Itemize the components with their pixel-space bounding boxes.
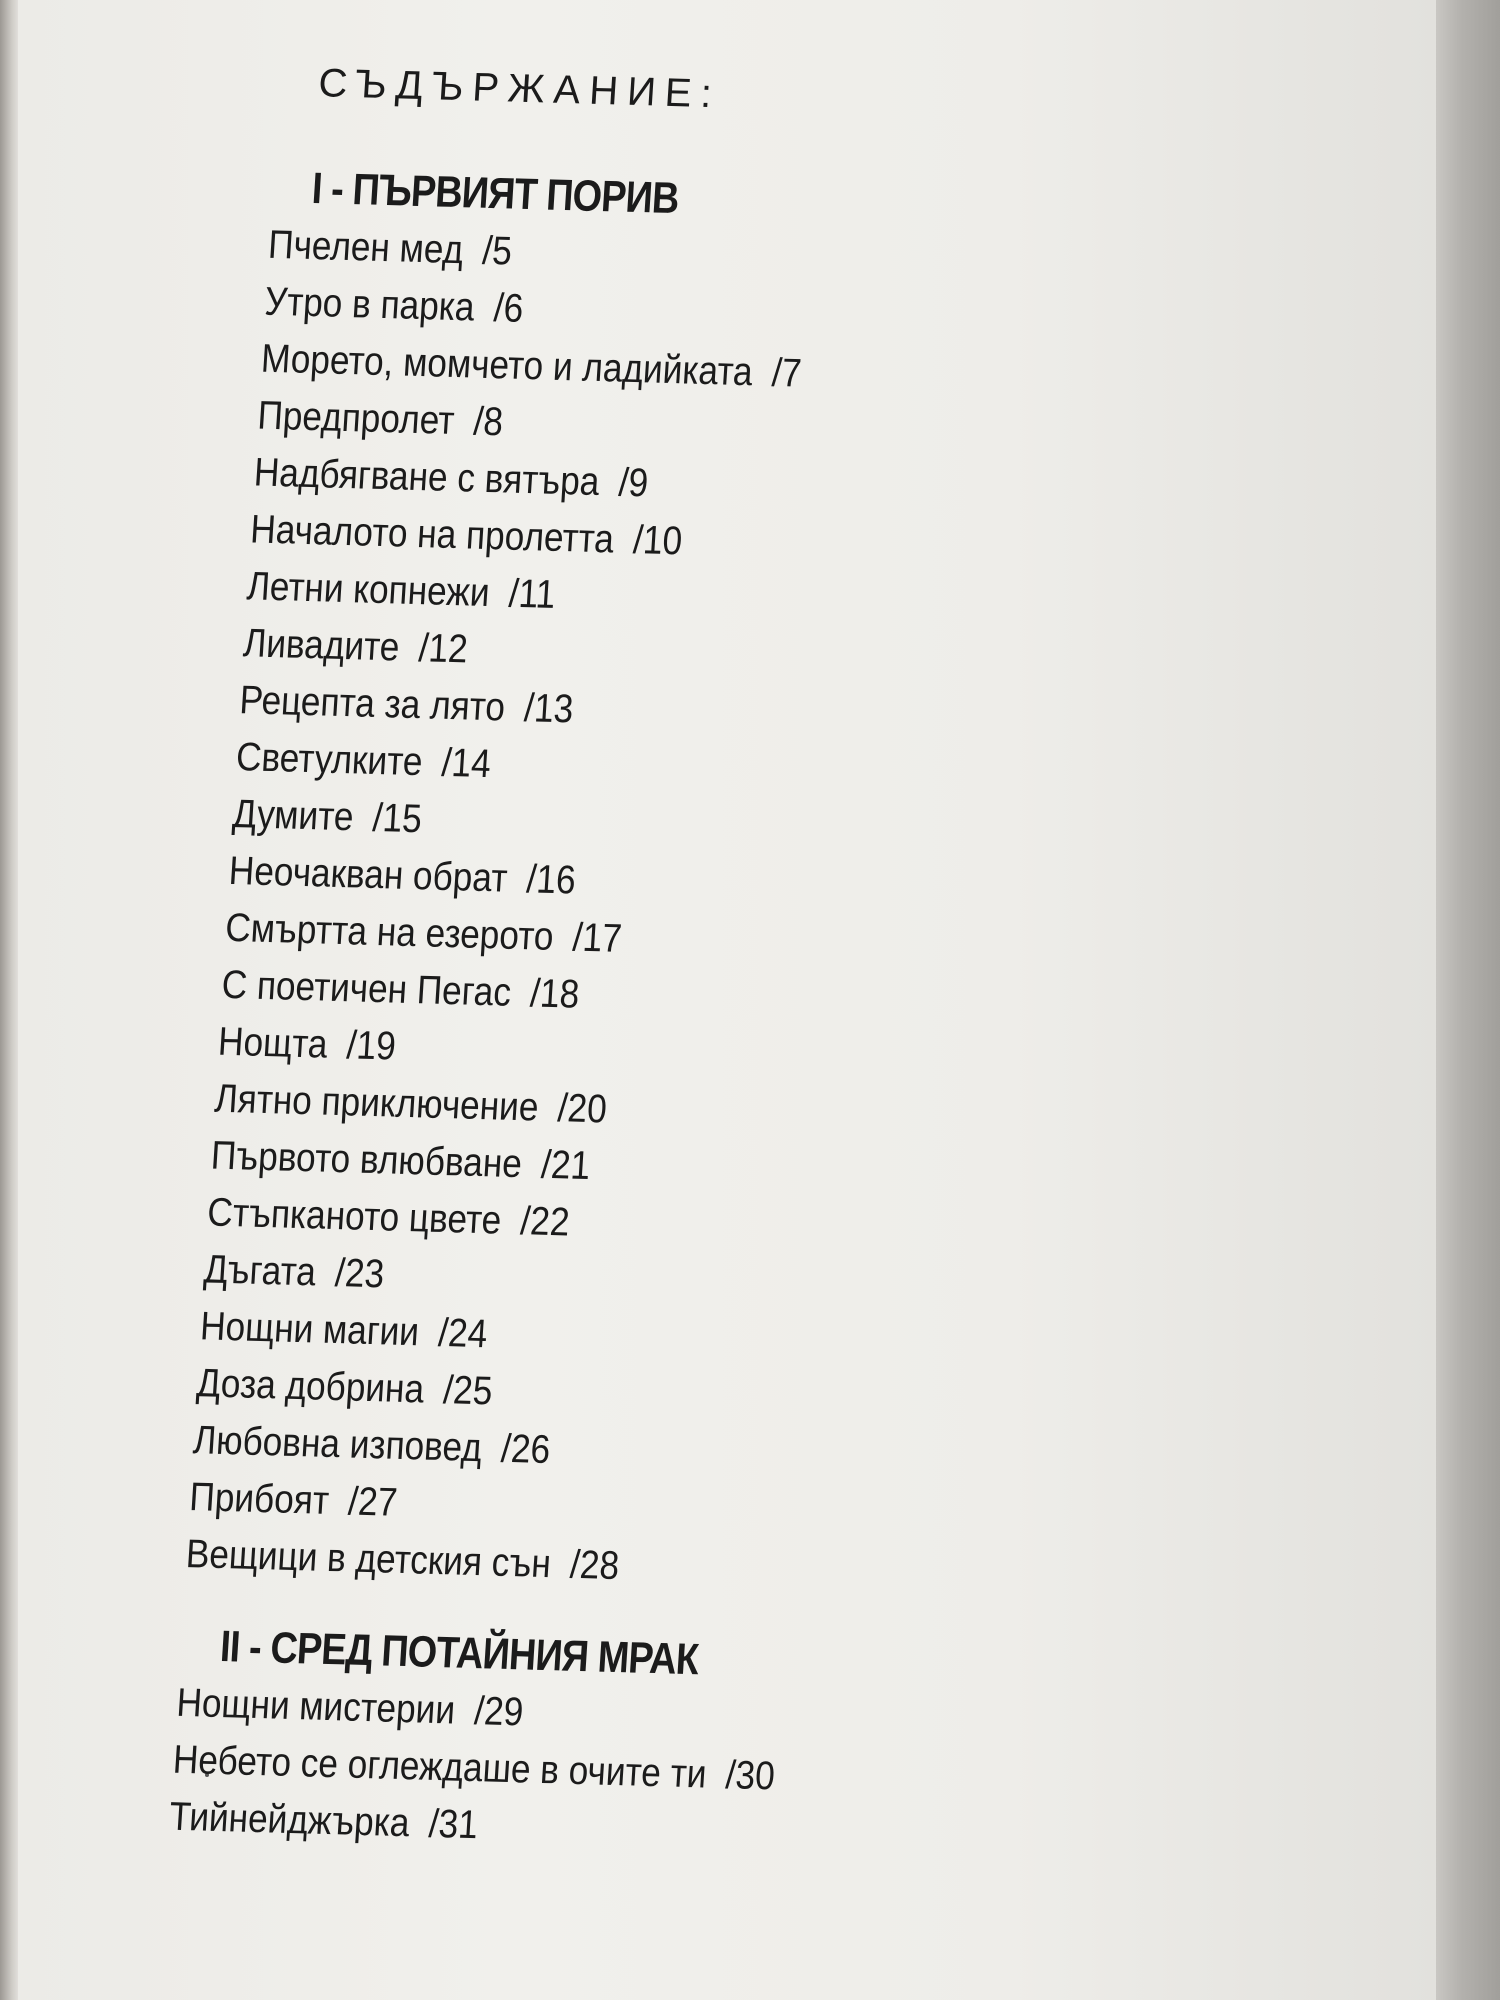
entry-page: /13 — [522, 686, 575, 732]
entry-page: /11 — [507, 571, 557, 617]
entry-page: /9 — [617, 460, 650, 506]
entry-title: Предпролет — [256, 393, 456, 443]
entry-page: /26 — [499, 1426, 552, 1473]
entry-page: /15 — [371, 795, 424, 842]
entry-page: /22 — [519, 1199, 571, 1245]
section-entries — [184, 217, 1270, 1611]
entry-title: Дъгата — [202, 1247, 318, 1295]
entry-title: Рецепта за лято — [238, 678, 507, 730]
entry-page: /12 — [417, 626, 470, 672]
entry-title: Началото на пролетта — [249, 507, 616, 562]
entry-title: Прибоят — [188, 1475, 331, 1523]
section-2 — [168, 1621, 1182, 1874]
entry-title: Неочакван обрат — [227, 848, 509, 901]
entry-title: Надбягване с вятъра — [252, 450, 601, 505]
entry-page: /17 — [571, 915, 624, 961]
entry-page: /10 — [631, 518, 684, 564]
entry-page: /25 — [442, 1368, 494, 1414]
entry-page: /18 — [528, 971, 581, 1017]
entry-title: Лятно приключение — [213, 1076, 540, 1130]
entry-page: /19 — [345, 1023, 398, 1069]
toc-title: СЪДЪРЖАНИЕ: — [317, 61, 723, 117]
entry-title: Смъртта на езерото — [224, 905, 555, 959]
entry-title: Доза добрина — [195, 1361, 426, 1412]
entry-page: /30 — [724, 1753, 777, 1799]
entry-page: /24 — [437, 1310, 489, 1357]
entry-title: Небето се оглеждаше в очите ти — [171, 1737, 708, 1797]
entry-title: Морето, момчето и ладийката — [259, 336, 755, 395]
table-of-contents — [168, 60, 1280, 1873]
entry-title: Летни копнежи — [245, 564, 491, 616]
book-gutter-shadow — [0, 0, 20, 2000]
entry-title: Ливадите — [241, 621, 401, 670]
entry-page: /28 — [568, 1542, 621, 1589]
entry-title: Нощта — [216, 1019, 329, 1067]
entry-title: Нощни магии — [198, 1304, 421, 1355]
entry-page: /8 — [472, 399, 505, 445]
entry-title: Любовна изповед — [191, 1418, 484, 1471]
section-entries — [168, 1675, 1178, 1874]
entry-page: /23 — [333, 1251, 386, 1297]
entry-page: /20 — [556, 1086, 609, 1132]
section-heading: II - СРЕД ПОТАЙНИЯ МРАК — [218, 1621, 700, 1685]
entry-title: Нощни мистерии — [175, 1680, 457, 1733]
entry-page: /21 — [539, 1142, 592, 1189]
entry-title: Стъпканото цвете — [206, 1190, 503, 1243]
section-1 — [184, 163, 1273, 1611]
entry-page: /6 — [492, 286, 525, 331]
entry-page: /14 — [440, 740, 493, 787]
entry-page: /16 — [525, 857, 577, 903]
entry-page: /27 — [346, 1479, 399, 1525]
page-edge — [1436, 0, 1500, 2000]
entry-title: Тийнейджърка — [168, 1794, 411, 1846]
entry-page: /5 — [481, 228, 514, 274]
entry-title: С поетичен Пегас — [220, 962, 513, 1015]
section-heading: I - ПЪРВИЯТ ПОРИВ — [310, 163, 680, 224]
entry-page: /29 — [473, 1689, 525, 1735]
entry-page: /31 — [427, 1801, 480, 1848]
entry-title: Вещици в детския сън — [184, 1531, 553, 1587]
entry-title: Светулките — [234, 735, 424, 785]
entry-title: Пчелен мед — [266, 222, 465, 273]
entry-title: Първото влюбване — [209, 1133, 524, 1187]
entry-title: Думите — [231, 791, 355, 840]
entry-page: /7 — [770, 350, 803, 396]
entry-title: Утро в парка — [263, 279, 476, 330]
